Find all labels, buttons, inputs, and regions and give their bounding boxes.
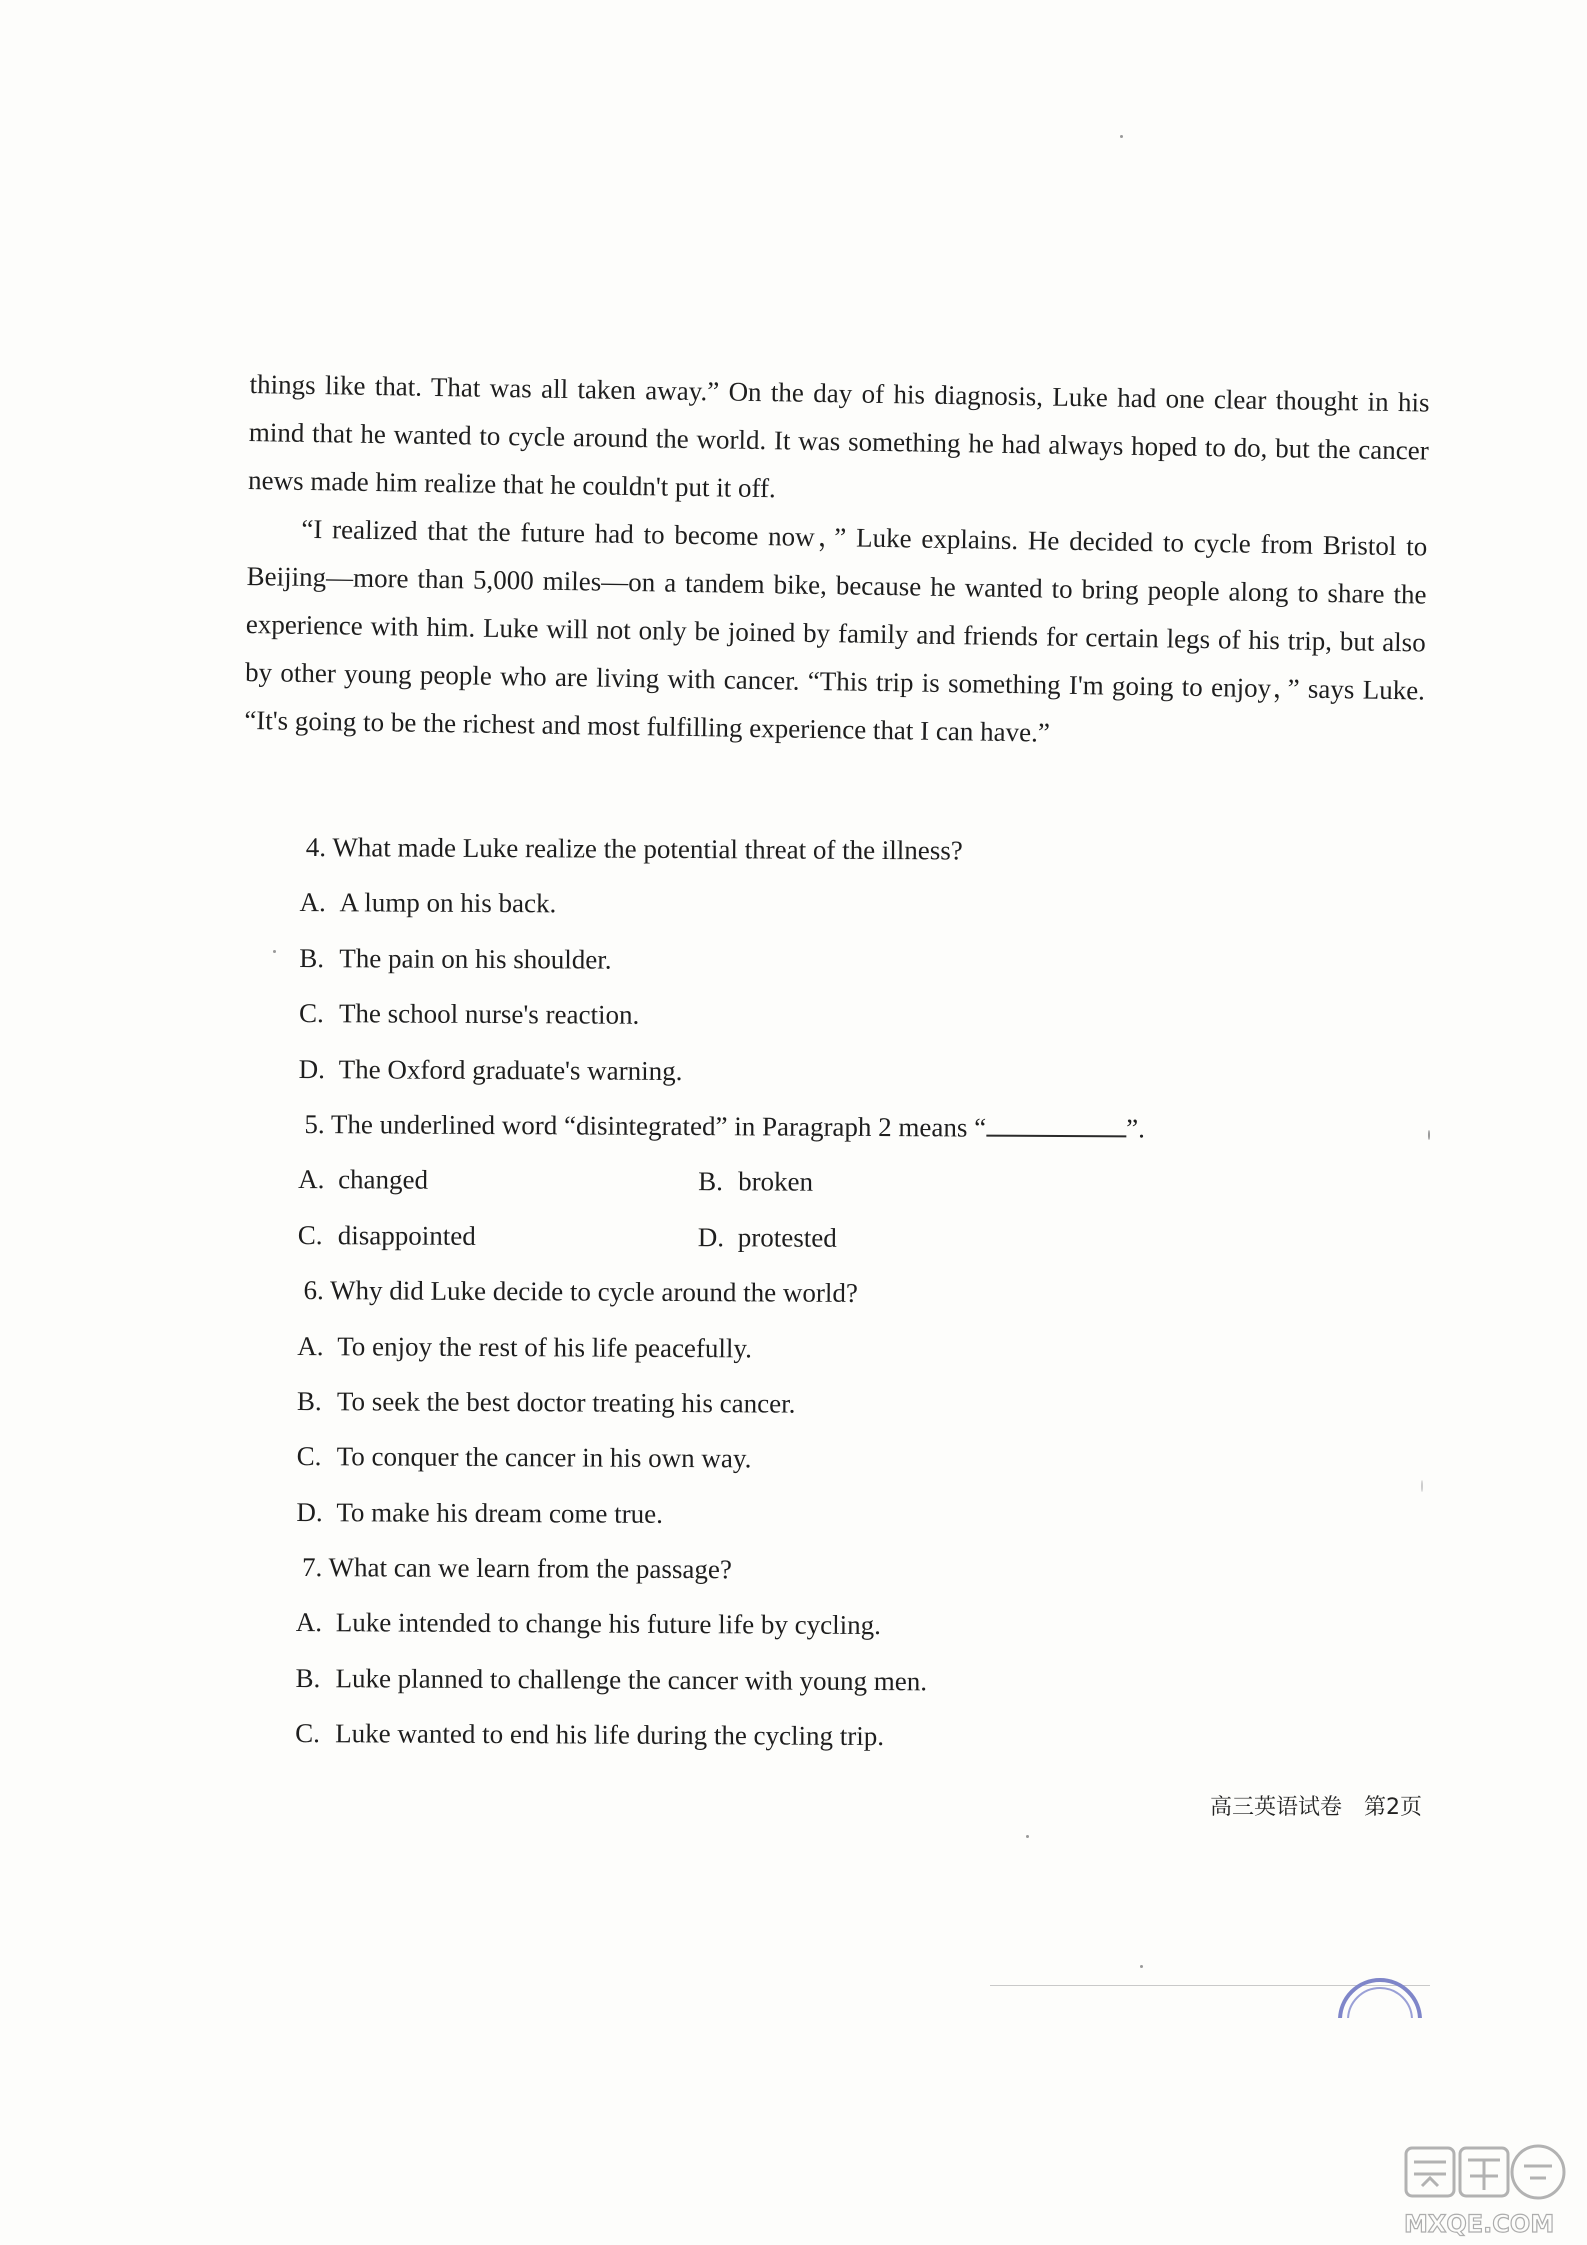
passage-paragraph: things like that. That was all taken away.” On the day of his diagnosis, Luke had one clear thought in his mind that he wanted to cycle around the world. It was something he had always hoped to do, but the cancer news made him realize that he couldn't put it off.: [247, 368, 1430, 504]
option-7b: [295, 1651, 1295, 1712]
watermark-graphic: [1398, 2140, 1578, 2240]
option-text: broken: [738, 1166, 814, 1198]
option-letter: C.: [295, 1718, 321, 1749]
option-5a: [298, 1152, 698, 1209]
question-stem-7: 7. What can we learn from the passage?: [302, 1552, 732, 1585]
page-footer: [1210, 1790, 1422, 1821]
svg-text:MXQE.COM: MXQE.COM: [1404, 2210, 1555, 2238]
page-number: 第2页: [1364, 1795, 1423, 1820]
option-text: To conquer the cancer in his own way.: [336, 1441, 752, 1474]
seal-stamp-icon: [1335, 1958, 1425, 2018]
question-list: [295, 820, 1300, 1767]
option-text: Luke planned to challenge the cancer with young men.: [335, 1663, 928, 1697]
option-6c: [297, 1429, 1297, 1490]
option-4a: [299, 875, 1299, 936]
option-text: Luke wanted to end his life during the cycling trip.: [335, 1718, 885, 1752]
question-stem-6: 6. Why did Luke decide to cycle around the world?: [303, 1275, 858, 1309]
option-4d: [299, 1042, 1299, 1103]
option-text: To seek the best doctor treating his cancer.: [336, 1386, 796, 1419]
question-stem-end: ”.: [1126, 1113, 1145, 1144]
option-text: changed: [338, 1164, 429, 1196]
scan-speck: [1428, 1130, 1430, 1140]
option-text: protested: [737, 1222, 837, 1253]
site-watermark-logo: [1398, 2140, 1578, 2240]
option-text: The Oxford graduate's warning.: [338, 1053, 683, 1086]
scan-speck: [1120, 135, 1123, 138]
option-5b: [698, 1154, 1098, 1211]
option-text: To make his dream come true.: [336, 1496, 663, 1529]
option-letter: A.: [298, 1164, 325, 1195]
option-row-5cd: [298, 1208, 1298, 1269]
option-letter: B.: [295, 1662, 321, 1693]
seal-stamp-graphic: [1335, 1958, 1425, 2018]
scan-speck: [273, 950, 276, 953]
question-stem-5: [298, 1097, 1298, 1158]
option-4c: [299, 986, 1299, 1047]
passage-paragraph: “I realized that the future had to become now，” Luke explains. He decided to cycle from Bristol to Beijing—more than 5,000 miles—on a tandem bike, because he wanted to bring people along to share the experience with him. Luke will not only be joined by family and friends for certain legs of his trip, but also by other young people who are living with cancer. “This trip is something I'm going to enjoy，” says Luke. “It's going to be the richest and most fulfilling experience that I can have.”: [244, 513, 1428, 748]
option-letter: B.: [299, 942, 325, 973]
option-7a: [296, 1595, 1296, 1656]
option-6d: [296, 1485, 1296, 1546]
option-letter: C.: [298, 998, 324, 1029]
option-letter: D.: [296, 1496, 323, 1527]
option-7c: [295, 1706, 1295, 1767]
option-letter: A.: [295, 1607, 323, 1638]
option-text: Luke intended to change his future life by cycling.: [335, 1607, 881, 1641]
option-letter: D.: [697, 1221, 725, 1252]
option-text: The school nurse's reaction.: [338, 998, 640, 1030]
option-letter: C.: [296, 1441, 322, 1472]
option-5c: [298, 1208, 698, 1265]
scan-speck: [1140, 1965, 1143, 1968]
reading-passage: [244, 360, 1430, 762]
option-letter: B.: [296, 1385, 322, 1417]
question-stem-4: 4. What made Luke realize the potential threat of the illness?: [305, 832, 963, 866]
option-letter: A.: [299, 887, 326, 918]
option-letter: A.: [297, 1330, 324, 1361]
option-text: To enjoy the rest of his life peacefully.: [337, 1330, 753, 1363]
answer-blank: [986, 1107, 1126, 1138]
exam-title: 高三英语试卷: [1210, 1795, 1343, 1820]
option-letter: C.: [297, 1219, 323, 1250]
option-4b: [299, 931, 1299, 992]
option-text: A lump on his back.: [339, 887, 557, 919]
option-6b: [297, 1374, 1297, 1435]
option-letter: B.: [698, 1166, 723, 1197]
scan-speck: [1421, 1480, 1423, 1492]
scan-speck: [1026, 1835, 1029, 1838]
option-5d: [698, 1210, 1098, 1267]
option-row-5ab: [298, 1152, 1298, 1213]
question-stem-text: 5. The underlined word “disintegrated” in Paragraph 2 means “: [304, 1108, 987, 1143]
option-text: The pain on his shoulder.: [339, 942, 612, 975]
option-6a: [297, 1319, 1297, 1380]
option-letter: D.: [298, 1053, 326, 1084]
option-text: disappointed: [337, 1219, 476, 1251]
